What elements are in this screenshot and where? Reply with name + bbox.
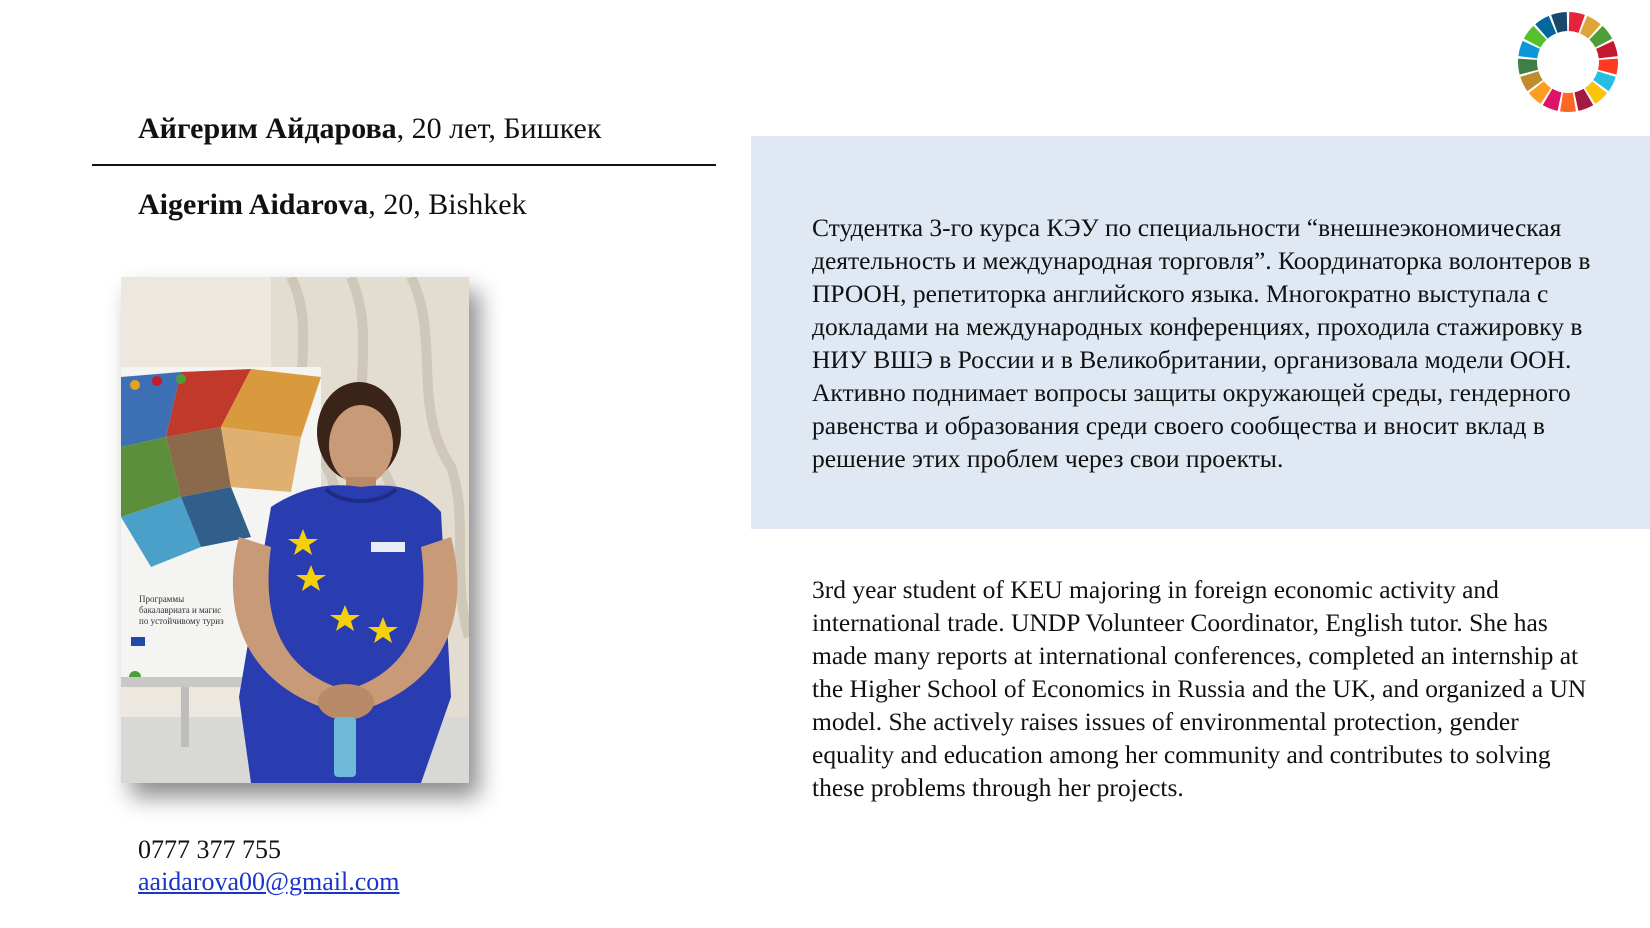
phone-number: 0777 377 755 — [138, 835, 281, 864]
bio-en: 3rd year student of KEU majoring in foreign economic activity and international trade. UNDP Volunteer Coordinator, English tutor. She has made many reports at international conferences, completed an internship at the Higher School of Economics in Russia and the UK, and organized a UN model. She actively raises issues of environmental protection, gender equality and education among her community and contributes to solving these problems through her projects. — [812, 575, 1587, 802]
bio-ru: Студентка 3-го курса КЭУ по специальности “внешнеэкономическая деятельность и международная торговля”. Координаторка волонтеров в ПРООН, репетиторка английского языка. Многократно выступала с докладами на международных конференциях, проходила стажировку в НИУ ВШЭ в России и в Великобритании, организовала модели ООН. Активно поднимает вопросы защиты окружающей среды, гендерного равенства и образования среди своего сообщества и вносит вклад в решение этих проблем через свои проекты. — [812, 213, 1591, 473]
details-ru: , 20 лет, Бишкек — [396, 112, 602, 145]
name-en: Aigerim Aidarova — [138, 188, 369, 221]
sdg-wheel-icon — [1516, 10, 1620, 114]
poster-text-2: бакалавриата и магис — [139, 605, 222, 615]
name-divider — [92, 164, 716, 166]
sdg-wheel-segment — [1598, 59, 1618, 75]
name-ru: Айгерим Айдарова — [138, 112, 397, 145]
poster-text-1: Программы — [139, 594, 185, 604]
poster-text-3: по устойчивому туриз — [139, 616, 224, 626]
sdg-wheel-segment — [1518, 59, 1538, 75]
details-en: , 20, Bishkek — [368, 188, 527, 221]
sdg-wheel-segment — [1560, 93, 1576, 112]
name-heading-ru — [138, 112, 601, 146]
email-link[interactable]: aaidarova00@gmail.com — [138, 867, 400, 896]
name-heading-en — [138, 188, 527, 222]
portrait-photo — [121, 277, 469, 783]
